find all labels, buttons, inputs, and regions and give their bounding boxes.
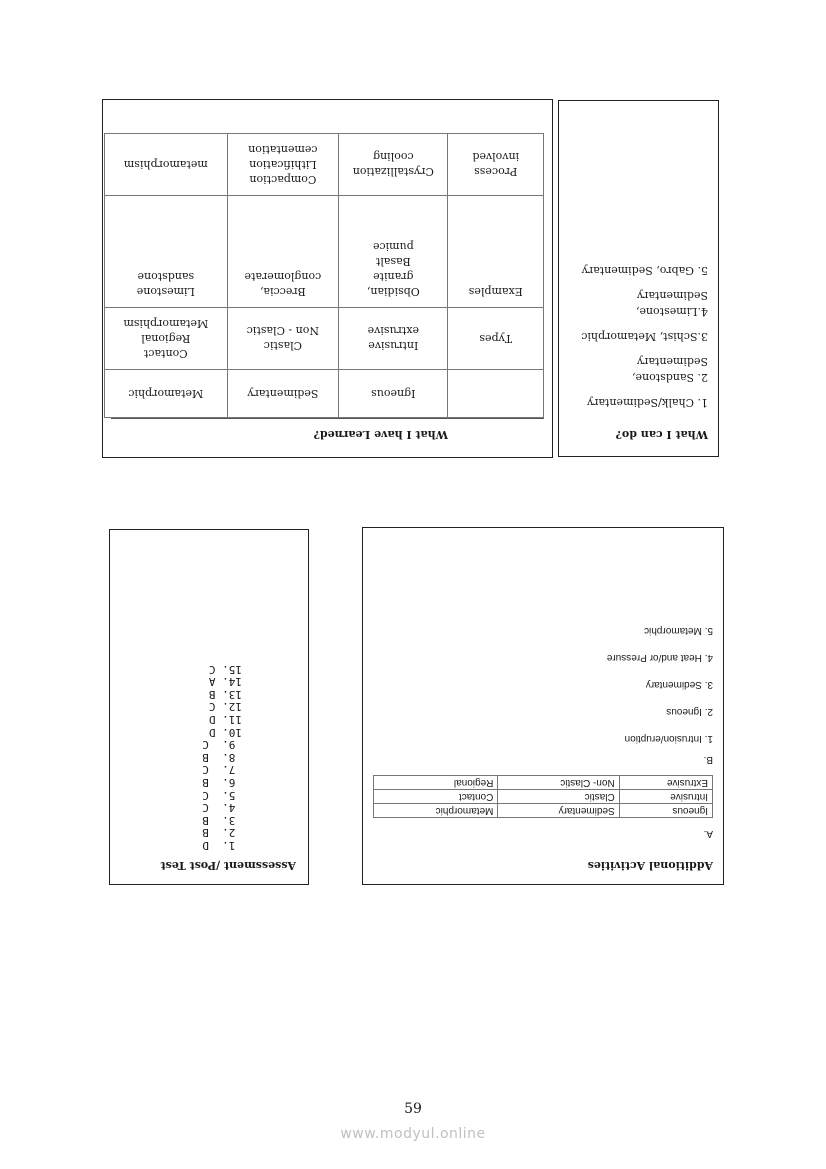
table-row-label: Process involved xyxy=(448,134,544,196)
answer-item: 6. B xyxy=(202,776,242,790)
list-item: 5. Gabro, Sedimentary xyxy=(581,264,708,277)
answer-item: 5. C xyxy=(202,788,242,802)
answer-item: 13. B xyxy=(208,687,242,701)
table-cell: Non- Clastic xyxy=(498,776,619,790)
table-cell: Crystallization cooling xyxy=(339,134,448,196)
additional-title: Additional Activities xyxy=(587,859,713,872)
rock-types-table xyxy=(373,775,713,818)
learned-table xyxy=(104,133,544,418)
table-row-label: Types xyxy=(448,308,544,370)
table-header-cell: Sedimentary xyxy=(227,370,339,418)
list-item: 3. Sedimentary xyxy=(645,679,713,690)
section-label-b: B. xyxy=(703,754,713,765)
list-item: 2. Igneous xyxy=(666,706,713,717)
table-header-cell xyxy=(448,370,544,418)
table-cell: Contact Regional Metamorphism xyxy=(105,308,228,370)
list-item: 1. Intrusion/eruption xyxy=(624,733,713,744)
list-item: 4. Heat and/or Pressure xyxy=(606,652,713,663)
answer-item: 11. D xyxy=(208,713,242,727)
cando-title: What I can do? xyxy=(615,428,708,441)
table-cell: Limestone sandstone xyxy=(105,196,228,308)
table-cell: Clastic Non - Clastic xyxy=(227,308,339,370)
table-cell: Metamorphic xyxy=(374,804,498,818)
answer-item: 15. C xyxy=(208,662,242,676)
table-cell: Compaction Lithification cementation xyxy=(227,134,339,196)
answer-item: 8. B xyxy=(202,750,242,764)
table-cell: Breccia, conglomerate xyxy=(227,196,339,308)
answer-item: 7. C xyxy=(202,763,242,777)
answer-item: 2. B xyxy=(202,826,242,840)
learned-title: What I have Learned? xyxy=(111,418,544,449)
list-item: 3.Schist, Metamorphic xyxy=(581,330,708,343)
additional-activities-panel xyxy=(362,527,724,885)
table-cell: Contact xyxy=(374,790,498,804)
answer-item: 9. C xyxy=(202,738,242,752)
learned-panel xyxy=(102,99,553,458)
table-cell: Extrusive xyxy=(619,776,712,790)
assessment-title: Assessment /Post Test xyxy=(160,859,296,872)
answer-item: 10. D xyxy=(208,725,242,739)
cando-panel xyxy=(558,100,719,457)
answer-item: 3. B xyxy=(202,813,242,827)
table-cell: Clastic xyxy=(498,790,619,804)
table-cell: Regional xyxy=(374,776,498,790)
table-header-cell: Igneous xyxy=(339,370,448,418)
table-row-label: Examples xyxy=(448,196,544,308)
table-cell: Igneous xyxy=(619,804,712,818)
table-cell: Intrusive xyxy=(619,790,712,804)
table-cell: metamorphism xyxy=(105,134,228,196)
section-label-a: A. xyxy=(703,828,713,839)
answer-item: 1. D xyxy=(202,839,242,852)
table-header-cell: Metamorphic xyxy=(105,370,228,418)
table-cell: Sedimentary xyxy=(498,804,619,818)
list-item: 1. Chalk/Sedimentary xyxy=(586,396,708,409)
assessment-panel xyxy=(109,529,309,885)
list-item: 2. Sandstone, Sedimentary xyxy=(632,355,708,384)
list-item: 4.Limestone, Sedimentary xyxy=(635,289,708,318)
answer-item: 12. C xyxy=(208,700,242,714)
watermark: www.modyul.online xyxy=(340,1126,486,1142)
list-item: 5. Metamorphic xyxy=(644,625,713,636)
table-cell: Intrusive extrusive xyxy=(339,308,448,370)
answer-item: 14. A xyxy=(208,675,242,689)
answer-item: 4. C xyxy=(202,801,242,815)
table-cell: Obsidian, granite Basalt pumice xyxy=(339,196,448,308)
page-number: 59 xyxy=(404,1101,422,1117)
